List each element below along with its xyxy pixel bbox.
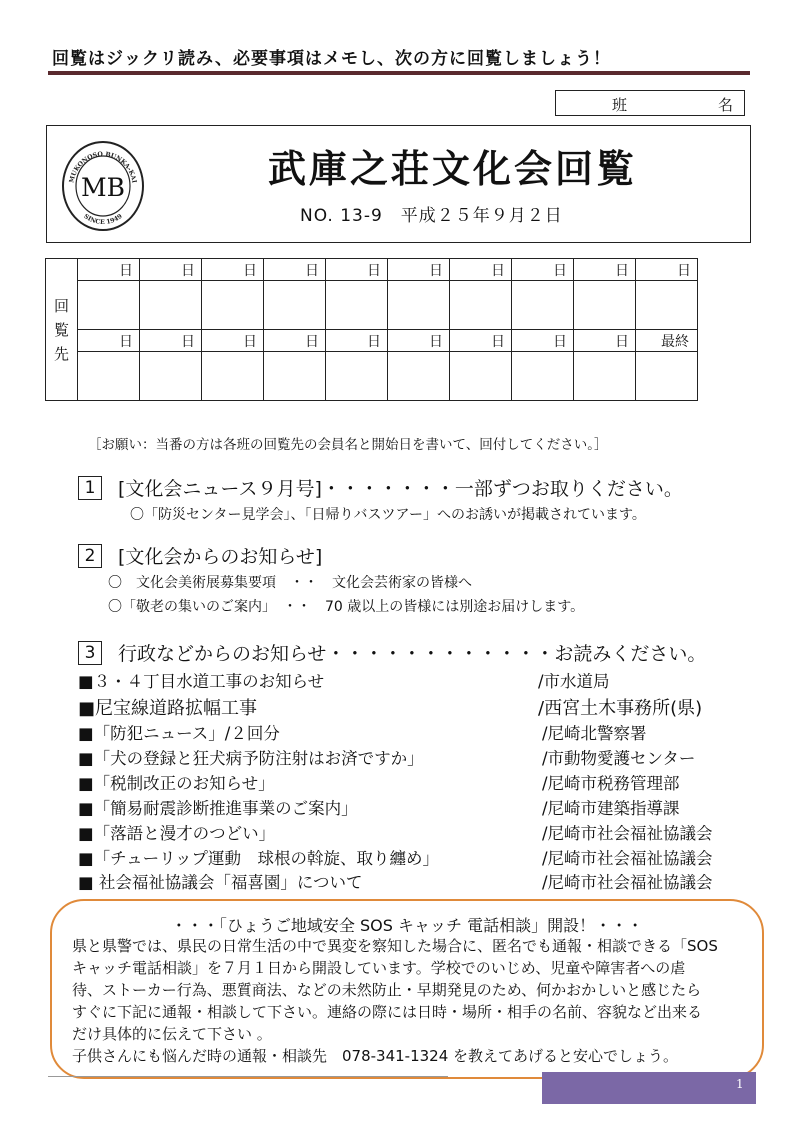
name-cell[interactable] [512,352,574,401]
logo-ring-bottom: SINCE 1949 [82,212,124,227]
day-cell[interactable]: 日 [140,259,202,281]
day-cell[interactable]: 日 [140,330,202,352]
name-cell[interactable] [636,352,698,401]
day-cell[interactable]: 日 [78,330,140,352]
name-cell[interactable] [574,352,636,401]
date-row-2 [46,330,698,352]
name-cell[interactable] [202,352,264,401]
section-2-number: 2 [78,544,102,568]
logo-ring-top: MUKONOSO BUNKA-KAI [68,150,138,184]
list-item: ■「犬の登録と狂犬病予防注射はお済ですか」 [78,749,424,768]
han-name-box [555,90,745,116]
list-item-source: /市動物愛護センター [542,749,696,768]
header-notice: 回覧はジックリ読み、必要事項はメモし、次の方に回覧しましょう！ [52,49,612,69]
list-item: ■３・４丁目水道工事のお知らせ [78,672,325,691]
day-cell[interactable]: 日 [326,259,388,281]
name-cell[interactable] [574,281,636,330]
svg-text:SINCE 1949 [82,213,123,226]
section-1-number: 1 [78,476,102,500]
name-cell[interactable] [78,352,140,401]
name-cell[interactable] [326,352,388,401]
day-cell[interactable]: 日 [574,330,636,352]
notice-line: 子供さんにも悩んだ時の通報・相談先 078-341-1324 を教えてあげると安心でしょう。 [72,1047,679,1065]
list-item: ■「チューリップ運動 球根の斡旋、取り纏め」 [78,849,439,868]
section-2-line: 〇 文化会美術展募集要項 ・・ 文化会芸術家の皆様へ [108,575,472,591]
page-number-box [542,1072,756,1104]
section-3-number: 3 [78,641,102,665]
name-cell[interactable] [78,281,140,330]
name-cell[interactable] [264,281,326,330]
list-item-source: /尼崎市社会福祉協議会 [542,849,713,868]
list-item: ■「防犯ニュース」/２回分 [78,724,280,743]
name-cell[interactable] [202,281,264,330]
issue-info: NO. 13-9 平成２５年９月２日 [300,206,563,226]
name-row-1 [46,281,698,330]
last-cell[interactable]: 最終 [636,330,698,352]
han-label: 班 [612,96,628,114]
footer-divider [48,1076,448,1077]
sos-notice-title: ・・・「ひょうご地域安全 SOS キャッチ 電話相談」開設！・・・ [170,916,644,935]
circulation-table [45,258,698,401]
day-cell[interactable]: 日 [636,259,698,281]
section-3-title: 行政などからのお知らせ・・・・・・・・・・・・お読みください。 [118,643,707,665]
day-cell[interactable]: 日 [388,259,450,281]
list-item: ■「落語と漫才のつどい」 [78,824,276,843]
name-cell[interactable] [388,281,450,330]
name-cell[interactable] [264,352,326,401]
list-item-source: /尼崎市社会福祉協議会 [542,873,713,892]
list-item: ■「簡易耐震診断推進事業のご案内」 [78,799,358,818]
list-item: ■「税制改正のお知らせ」 [78,774,275,793]
name-cell[interactable] [326,281,388,330]
notice-line: すぐに下記に通報・相談して下さい。連絡の際には日時・場所・相手の名前、容貌など出来る [72,1003,703,1021]
day-cell[interactable]: 日 [326,330,388,352]
page-title: 武庫之荘文化会回覧 [268,147,638,191]
section-1-title: [文化会ニュース９月号]・・・・・・・一部ずつお取りください。 [118,478,683,500]
day-cell[interactable]: 日 [202,330,264,352]
day-cell[interactable]: 日 [78,259,140,281]
day-cell[interactable]: 日 [574,259,636,281]
list-item-source: /尼崎市建築指導課 [542,799,680,818]
date-row-1 [46,259,698,281]
day-cell[interactable]: 日 [202,259,264,281]
sos-notice-body [72,935,752,1067]
name-cell[interactable] [636,281,698,330]
mei-label: 名 [718,96,734,114]
request-note: ［お願い：当番の方は各班の回覧先の会員名と開始日を書いて、回付してください。］ [88,437,608,453]
header-divider [48,71,750,75]
name-cell[interactable] [450,352,512,401]
list-item: ■ 社会福祉協議会「福喜園」について [78,873,363,892]
name-cell[interactable] [512,281,574,330]
day-cell[interactable]: 日 [450,330,512,352]
day-cell[interactable]: 日 [512,259,574,281]
list-item-source: /西宮土木事務所(県) [538,698,703,719]
circulation-label: 回 覧 先 [46,259,78,401]
section-2-line: 〇「敬老の集いのご案内」 ・・ 70 歳以上の皆様には別途お届けします。 [108,599,585,615]
list-item-source: /尼崎北警察署 [542,724,647,743]
day-cell[interactable]: 日 [264,259,326,281]
notice-line: だけ具体的に伝えて下さい 。 [72,1025,272,1043]
list-item: ■尼宝線道路拡幅工事 [78,698,258,719]
list-item-source: /尼崎市税務管理部 [542,774,680,793]
notice-line: 県と県警では、県民の日常生活の中で異変を察知した場合に、匿名でも通報・相談できる「SOS [72,937,718,955]
name-row-2 [46,352,698,401]
day-cell[interactable]: 日 [388,330,450,352]
list-item-source: /市水道局 [538,672,610,691]
notice-line: 待、ストーカー行為、悪質商法、などの未然防止・早期発見のため、何かおかしいと感じたら [72,981,702,999]
section-2-title: [文化会からのお知らせ] [118,546,323,568]
name-cell[interactable] [388,352,450,401]
day-cell[interactable]: 日 [450,259,512,281]
section-1-line: 〇「防災センター見学会」、「日帰りバスツアー」へのお誘いが掲載されています。 [130,507,646,523]
logo-initials: MB [81,173,125,202]
name-cell[interactable] [140,281,202,330]
notice-line: キャッチ電話相談」を７月１日から開設しています。学校でのいじめ、児童や障害者への虐 [72,959,686,977]
day-cell[interactable]: 日 [264,330,326,352]
list-item-source: /尼崎市社会福祉協議会 [542,824,713,843]
page-number: 1 [736,1077,744,1091]
day-cell[interactable]: 日 [512,330,574,352]
name-cell[interactable] [140,352,202,401]
mb-logo [60,138,146,232]
name-cell[interactable] [450,281,512,330]
